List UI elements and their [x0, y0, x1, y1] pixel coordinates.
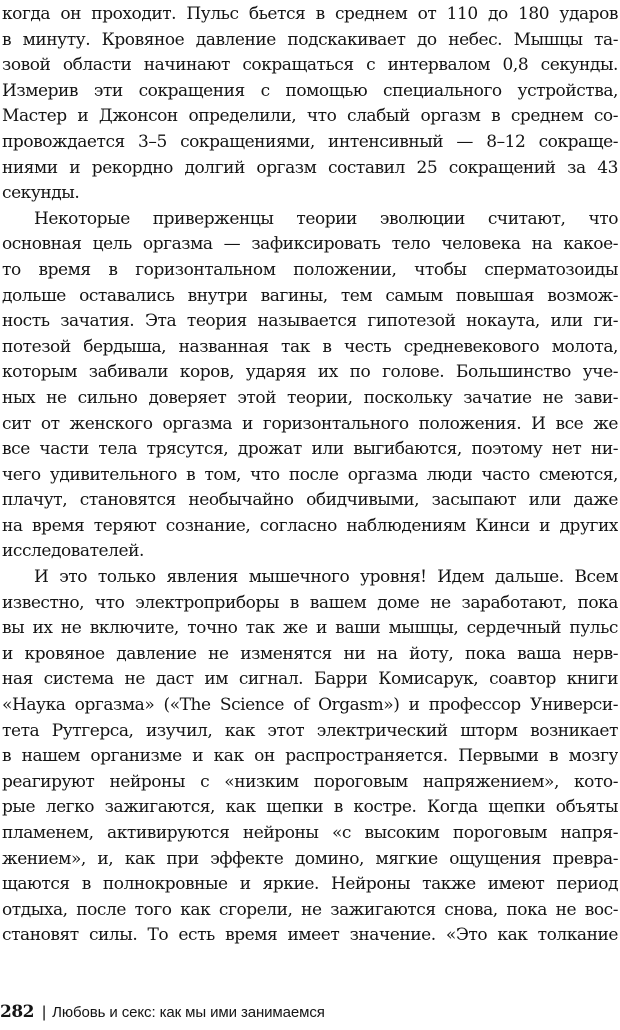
text-line: сит от женского оргазма и горизонтального положения. И все же — [2, 413, 618, 434]
text-line: реагируют нейроны с «низким пороговым напряжением», кото- — [2, 771, 618, 792]
text-line: тета Рутгерса, изучил, как этот электрический шторм возникает — [2, 720, 618, 741]
text-line: Измерив эти сокращения с помощью специального устройства, — [2, 80, 618, 101]
text-line: на время теряют сознание, согласно наблюдениям Кинси и других — [2, 515, 618, 536]
text-line: основная цель оргазма — зафиксировать тело человека на какое- — [2, 234, 618, 255]
text-line-paragraph-end: исследователей. — [2, 541, 144, 562]
text-line: ниями и рекордно долгий оргазм составил 25 сокращений за 43 — [2, 157, 618, 178]
text-line: отдыха, после того как сгорели, не зажигаются снова, пока не вос- — [2, 899, 618, 920]
running-title: Любовь и секс: как мы ими занимаемся — [52, 1004, 325, 1021]
text-line-paragraph-end: секунды. — [2, 183, 80, 204]
text-line: «Наука оргазма» («The Science of Orgasm») и профессор Универси- — [2, 695, 618, 716]
text-line: которым забивали коров, ударяя их по голове. Большинство уче- — [2, 362, 618, 383]
page-footer — [0, 1002, 620, 1026]
text-line: дольше оставались внутри вагины, тем самым повышая возмож- — [2, 285, 618, 306]
text-line: то время в горизонтальном положении, чтобы сперматозоиды — [2, 259, 618, 280]
text-line: чего удивительного в том, что после оргазма люди часто смеются, — [2, 464, 618, 485]
text-line: Мастер и Джонсон определили, что слабый оргазм в среднем со- — [2, 106, 618, 127]
body-text — [2, 2, 618, 949]
text-line: в минуту. Кровяное давление подскакивает до небес. Мышцы та- — [2, 29, 618, 50]
footer-separator: | — [42, 1004, 47, 1021]
text-line: ная система не даст им сигнал. Барри Комисарук, соавтор книги — [2, 669, 618, 690]
text-line: щаются в полнокровные и яркие. Нейроны также имеют период — [2, 874, 618, 895]
text-line: ность зачатия. Эта теория называется гипотезой нокаута, или ги- — [2, 311, 618, 332]
text-line: когда он проходит. Пульс бьется в среднем от 110 до 180 ударов — [2, 4, 618, 24]
text-line: становят силы. То есть время имеет значение. «Это как толкание — [2, 925, 618, 946]
text-line: вы их не включите, точно так же и ваши мышцы, сердечный пульс — [2, 618, 618, 639]
text-line: и кровяное давление не изменятся ни на йоту, пока ваша нерв- — [2, 643, 618, 664]
page-number: 282 — [0, 1002, 34, 1022]
text-line: ных не сильно доверяет этой теории, поскольку зачатие не зави- — [2, 387, 618, 408]
text-line: в нашем организме и как он распространяется. Первыми в мозгу — [2, 746, 618, 767]
text-line-paragraph-start: Некоторые приверженцы теории эволюции считают, что — [34, 208, 618, 229]
text-line: плачут, становятся необычайно обидчивыми, засыпают или даже — [2, 490, 618, 511]
text-line-paragraph-start: И это только явления мышечного уровня! Идем дальше. Всем — [34, 567, 618, 588]
text-line: зовой области начинают сокращаться с интервалом 0,8 секунды. — [2, 55, 618, 76]
text-line: известно, что электроприборы в вашем доме не заработают, пока — [2, 592, 618, 613]
text-line: потезой бердыша, названная так в честь средневекового молота, — [2, 336, 618, 357]
text-line: пламенем, активируются нейроны «с высоким пороговым напря- — [2, 823, 618, 843]
text-line: рые легко зажигаются, как щепки в костре. Когда щепки объяты — [2, 797, 618, 818]
text-line: провождается 3–5 сокращениями, интенсивный — 8–12 сокраще- — [2, 131, 618, 152]
text-line: жением», и, как при эффекте домино, мягкие ощущения превра- — [2, 848, 618, 869]
text-line: все части тела трясутся, дрожат или выгибаются, поэтому нет ни- — [2, 439, 618, 460]
